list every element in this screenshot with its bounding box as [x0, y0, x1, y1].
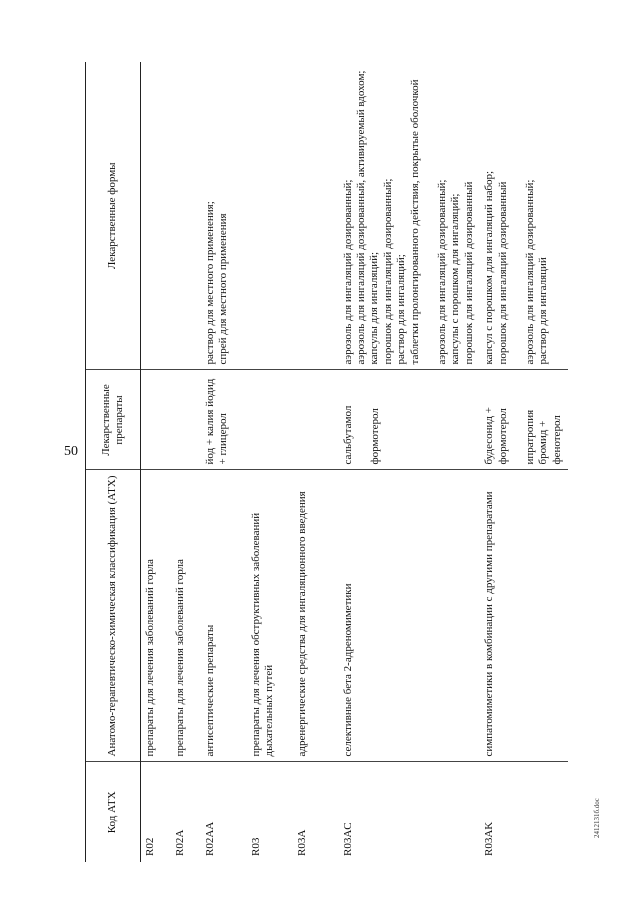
drug-cell: [171, 370, 201, 470]
dosage-form-cell: [201, 62, 247, 370]
page-number: 50: [64, 444, 78, 459]
classification-cell: антисептические препараты: [201, 470, 247, 762]
dosage-form: спрей для местного применения: [216, 213, 229, 365]
rotated-page: [85, 62, 577, 862]
atc-code-cell: R03AK: [483, 821, 496, 856]
table-body: [141, 62, 569, 862]
classification-cell: симпатомиметики в комбинации с другими препаратами: [480, 470, 568, 762]
atc-code-cell: R02AA: [203, 821, 216, 856]
dosage-form-cell: [141, 62, 171, 370]
dosage-form: капсулы с порошком для ингаляций;: [449, 193, 462, 365]
header-classification: Анатомо-терапевтическо-химическая классификация (АТХ): [86, 470, 141, 762]
atc-code-cell: R03A: [295, 829, 308, 856]
table-row: [141, 62, 171, 862]
dosage-form-cell: [171, 62, 201, 370]
table-row: [201, 62, 247, 862]
dosage-form: аэрозоль для ингаляций дозированный;: [341, 179, 354, 365]
drug-name: будесонид + формотерол: [483, 407, 509, 465]
dosage-form: порошок для ингаляций дозированный: [496, 181, 509, 365]
header-forms: Лекарственные формы: [86, 62, 141, 370]
drug-cell: [480, 370, 568, 470]
atc-table: [85, 62, 568, 862]
classification-cell: препараты для лечения заболеваний горла: [141, 470, 171, 762]
dosage-form-cell: [293, 62, 339, 370]
dosage-form: раствор для ингаляций: [537, 257, 550, 365]
atc-code-cell: R02: [144, 837, 156, 856]
classification-cell: препараты для лечения заболеваний горла: [171, 470, 201, 762]
dosage-form: капсулы для ингаляций;: [368, 251, 381, 365]
header-drugs: Лекарственные препараты: [86, 370, 141, 470]
table-row: [247, 62, 293, 862]
atc-code-cell: R03: [249, 837, 262, 856]
dosage-form: раствор для ингаляций;: [395, 254, 408, 365]
dosage-form: раствор для местного применения;: [203, 201, 216, 365]
dosage-form-cell: [339, 62, 481, 370]
drug-name: ипратропия бромид + фенотерол: [523, 409, 563, 465]
drug-cell: [201, 370, 247, 470]
dosage-form: аэрозоль для ингаляций дозированный;: [435, 179, 448, 365]
table-header-row: [86, 62, 141, 862]
dosage-form: порошок для ингаляций дозированный;: [381, 178, 394, 365]
table-row: [339, 62, 481, 862]
dosage-form: аэрозоль для ингаляций дозированный, активируемый вдохом;: [354, 70, 367, 365]
drug-name: формотерол: [368, 408, 381, 465]
drug-name: сальбутамол: [341, 405, 354, 465]
drug-cell: [339, 370, 481, 470]
drug-name: йод + калия йодид + глицерол: [203, 378, 229, 465]
table-row: [480, 62, 568, 862]
dosage-form: капсул с порошком для ингаляций набор;: [483, 170, 496, 365]
drug-cell: [247, 370, 293, 470]
header-code: Код АТХ: [86, 762, 141, 862]
classification-cell: препараты для лечения обструктивных заболеваний дыхательных путей: [247, 470, 293, 762]
atc-code-cell: R03AC: [341, 822, 354, 856]
drug-cell: [141, 370, 171, 470]
dosage-form-cell: [480, 62, 568, 370]
footer-note: 2412131б.doc: [593, 798, 601, 838]
classification-cell: селективные бета 2-адреномиметики: [339, 470, 481, 762]
dosage-form: порошок для ингаляций дозированный: [462, 181, 475, 365]
drug-cell: [293, 370, 339, 470]
table-row: [171, 62, 201, 862]
atc-code-cell: R02A: [173, 829, 186, 856]
dosage-form: аэрозоль для ингаляций дозированный;: [523, 179, 536, 365]
classification-cell: адренергические средства для ингаляционного введения: [293, 470, 339, 762]
dosage-form: таблетки пролонгированного действия, покрытые оболочкой: [408, 79, 421, 365]
dosage-form-cell: [247, 62, 293, 370]
table-row: [293, 62, 339, 862]
